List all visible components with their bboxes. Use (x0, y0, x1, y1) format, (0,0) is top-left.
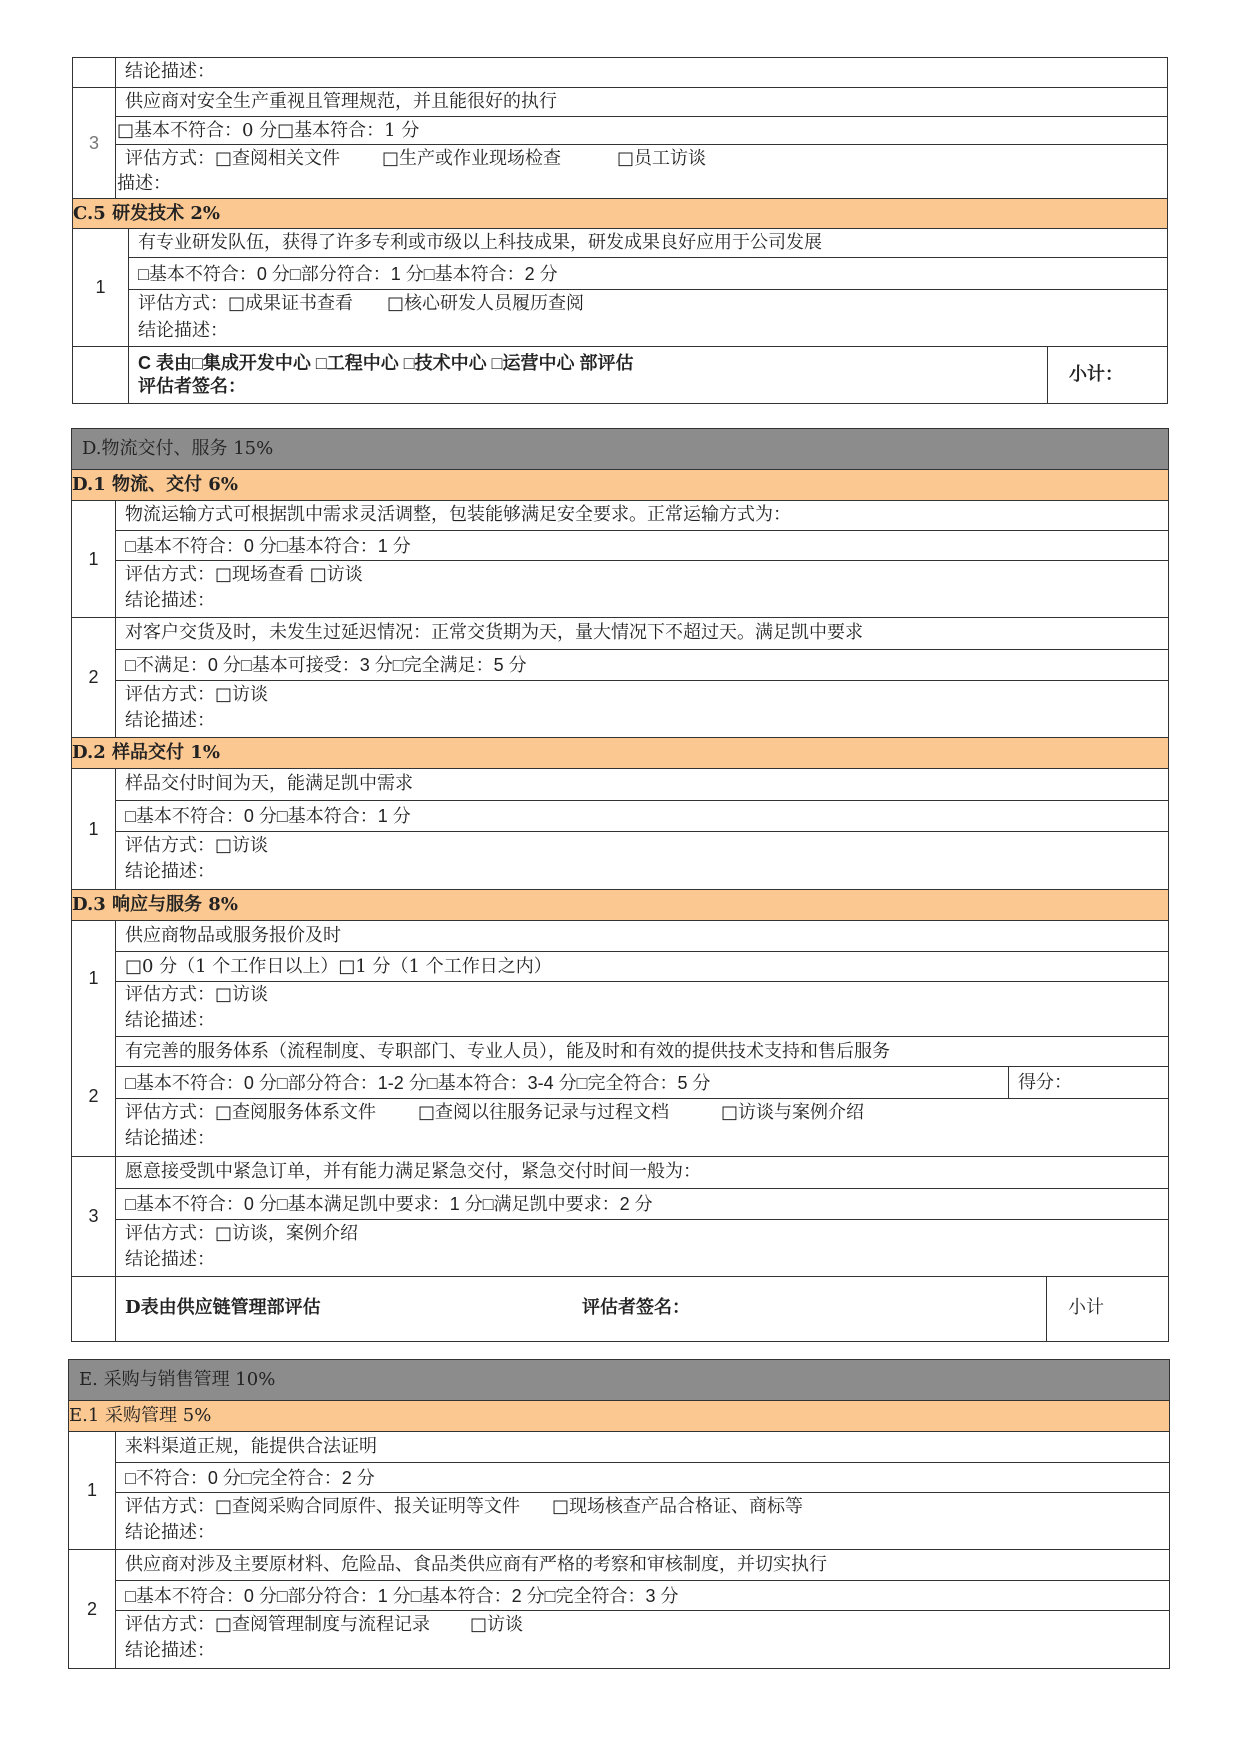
row-number: 1 (69, 1432, 116, 1549)
e-header (69, 1360, 1169, 1400)
row-number: 1 (72, 921, 116, 1036)
score-label: 得分： (1018, 1072, 1072, 1093)
evaluation-method (115, 1496, 803, 1518)
conclusion-label: 结论描述： (125, 710, 215, 731)
conclusion-label: 结论描述： (125, 861, 215, 882)
criterion-text: 来料渠道正规，能提供合法证明 (125, 1436, 377, 1457)
score-options[interactable]: □不满足：0 分□基本可接受：3 分□完全满足：5 分 (125, 655, 527, 675)
evaluation-method[interactable]: 评估方式：□访谈 (125, 684, 269, 705)
d-subtotal-label: 小计 (1068, 1297, 1104, 1318)
method-label: 评估方式： (125, 1614, 215, 1635)
row-number: 3 (72, 1157, 116, 1276)
score-options[interactable]: □基本不符合：0 分□基本符合：1 分 (125, 806, 411, 826)
d2-item1-row (72, 768, 1168, 889)
d2-title: D.2 样品交付 1% (72, 742, 220, 763)
score-options[interactable]: □基本不符合：0 分□部分符合：1 分□基本符合：2 分 (138, 264, 558, 284)
evaluation-method (115, 148, 706, 170)
row-number: 1 (73, 229, 129, 346)
method-label: 评估方式： (125, 148, 215, 169)
conclusion-label: 结论描述： (138, 320, 228, 341)
method-option[interactable]: □查阅相关文件 (215, 148, 341, 169)
method-label: 评估方式： (125, 1496, 215, 1517)
d-evaluator-label: D表由供应链管理部评估 (125, 1297, 321, 1318)
c-footer-row (73, 346, 1167, 403)
criterion-text: 有专业研发队伍，获得了许多专利或市级以上科技成果，研发成果良好应用于公司发展 (138, 232, 822, 253)
c-evaluator-line: C 表由□集成开发中心 □工程中心 □技术中心 □运营中心 部评估 (138, 353, 634, 373)
d-title: D.物流交付、服务 15% (82, 438, 274, 459)
method-option[interactable]: □成果证书查看 (228, 293, 354, 314)
row-number: 2 (72, 618, 116, 737)
criterion-text: 对客户交货及时，未发生过延迟情况：正常交货期为天，量大情况下不超过天。满足凯中要求 (125, 622, 863, 643)
d3-item1-row (72, 920, 1168, 1036)
score-options[interactable]: □基本不符合：0 分□部分符合：1-2 分□基本符合：3-4 分□完全符合：5 分 (125, 1073, 711, 1093)
method-option[interactable]: □查阅管理制度与流程记录 (215, 1614, 431, 1635)
c-section-table (72, 57, 1168, 404)
c-item2-conclusion-row (73, 58, 1167, 87)
c-signature-label: 评估者签名： (138, 376, 246, 397)
evaluation-method[interactable]: 评估方式：□访谈 (125, 984, 269, 1005)
d3-item2-row (72, 1036, 1168, 1156)
method-option[interactable]: □访谈与案例介绍 (721, 1102, 865, 1123)
method-option[interactable]: □查阅以往服务记录与过程文档 (418, 1102, 670, 1123)
evaluation-method[interactable]: 评估方式：□现场查看 □访谈 (125, 564, 363, 585)
c-item3-row (73, 87, 1167, 198)
c5-item1-row (73, 228, 1167, 346)
row-number (73, 58, 116, 87)
conclusion-label: 结论描述： (125, 1522, 215, 1543)
evaluation-method (115, 1614, 523, 1636)
method-option[interactable]: □员工访谈 (617, 148, 707, 169)
row-number: 1 (72, 769, 116, 889)
method-option[interactable]: □生产或作业现场检查 (382, 148, 562, 169)
criterion-text: 供应商物品或服务报价及时 (125, 925, 341, 946)
evaluation-method (115, 1102, 864, 1124)
criterion-text: 样品交付时间为天，能满足凯中需求 (125, 773, 413, 794)
method-option[interactable]: □核心研发人员履历查阅 (387, 293, 585, 314)
method-label: 评估方式： (125, 1102, 215, 1123)
conclusion-label: 结论描述： (125, 1640, 215, 1661)
method-label: 评估方式： (138, 293, 228, 314)
conclusion-label: 结论描述： (125, 1010, 215, 1031)
method-option[interactable]: □查阅服务体系文件 (215, 1102, 377, 1123)
row-number: 2 (69, 1550, 116, 1668)
criterion-text: 有完善的服务体系（流程制度、专职部门、专业人员），能及时和有效的提供技术支持和售后服务 (125, 1041, 890, 1062)
evaluation-method (128, 293, 584, 315)
score-options[interactable]: □基本不符合：0 分□基本满足凯中要求：1 分□满足凯中要求：2 分 (125, 1194, 653, 1214)
e1-header (69, 1400, 1169, 1431)
d1-title: D.1 物流、交付 6% (72, 474, 238, 495)
method-option[interactable]: □现场核查产品合格证、商标等 (552, 1496, 804, 1517)
row-number: 2 (72, 1036, 116, 1156)
criterion-text: 物流运输方式可根据凯中需求灵活调整，包装能够满足安全要求。正常运输方式为： (125, 504, 791, 525)
c-subtotal-label: 小计： (1069, 364, 1123, 385)
row-number: 1 (72, 501, 116, 617)
score-options[interactable]: □基本不符合：0 分□部分符合：1 分□基本符合：2 分□完全符合：3 分 (125, 1586, 679, 1606)
d2-header (72, 737, 1168, 768)
row-number: 3 (73, 88, 116, 198)
e1-item1-row (69, 1431, 1169, 1549)
score-options[interactable]: □0 分（1 个工作日以上）□1 分（1 个工作日之内） (125, 956, 552, 977)
d3-title: D.3 响应与服务 8% (72, 894, 238, 915)
d-header (72, 429, 1168, 469)
method-option[interactable]: □查阅采购合同原件、报关证明等文件 (215, 1496, 521, 1517)
e1-title: E.1 采购管理 5% (69, 1405, 212, 1426)
d1-item1-row (72, 500, 1168, 617)
e-section-table (68, 1359, 1170, 1669)
criterion-text: 供应商对涉及主要原材料、危险品、食品类供应商有严格的考察和审核制度，并切实执行 (125, 1554, 827, 1575)
score-options[interactable]: □基本不符合：0 分□基本符合：1 分 (125, 536, 411, 556)
conclusion-label: 结论描述： (125, 1128, 215, 1149)
conclusion-label: 结论描述： (125, 61, 215, 82)
e1-item2-row (69, 1549, 1169, 1668)
d1-header (72, 469, 1168, 500)
evaluation-method[interactable]: 评估方式：□访谈，案例介绍 (125, 1223, 359, 1244)
conclusion-label: 结论描述： (125, 590, 215, 611)
d1-item2-row (72, 617, 1168, 737)
description-label: 描述： (117, 173, 171, 194)
criterion-text: 愿意接受凯中紧急订单，并有能力满足紧急交付，紧急交付时间一般为： (125, 1161, 701, 1182)
score-options[interactable]: □不符合：0 分□完全符合：2 分 (125, 1468, 375, 1488)
c5-header (73, 198, 1167, 228)
score-options[interactable]: □基本不符合：0 分□基本符合：1 分 (117, 120, 420, 141)
conclusion-label: 结论描述： (125, 1249, 215, 1270)
d-signature-label: 评估者签名： (582, 1297, 690, 1318)
d3-item3-row (72, 1156, 1168, 1276)
e-title: E. 采购与销售管理 10% (79, 1369, 276, 1390)
d-section-table (71, 428, 1169, 1342)
criterion-text: 供应商对安全生产重视且管理规范，并且能很好的执行 (125, 91, 557, 112)
d-footer-row (72, 1276, 1168, 1341)
evaluation-method[interactable]: 评估方式：□访谈 (125, 835, 269, 856)
method-option[interactable]: □访谈 (470, 1614, 524, 1635)
c5-title: C.5 研发技术 2% (73, 203, 220, 224)
d3-header (72, 889, 1168, 920)
